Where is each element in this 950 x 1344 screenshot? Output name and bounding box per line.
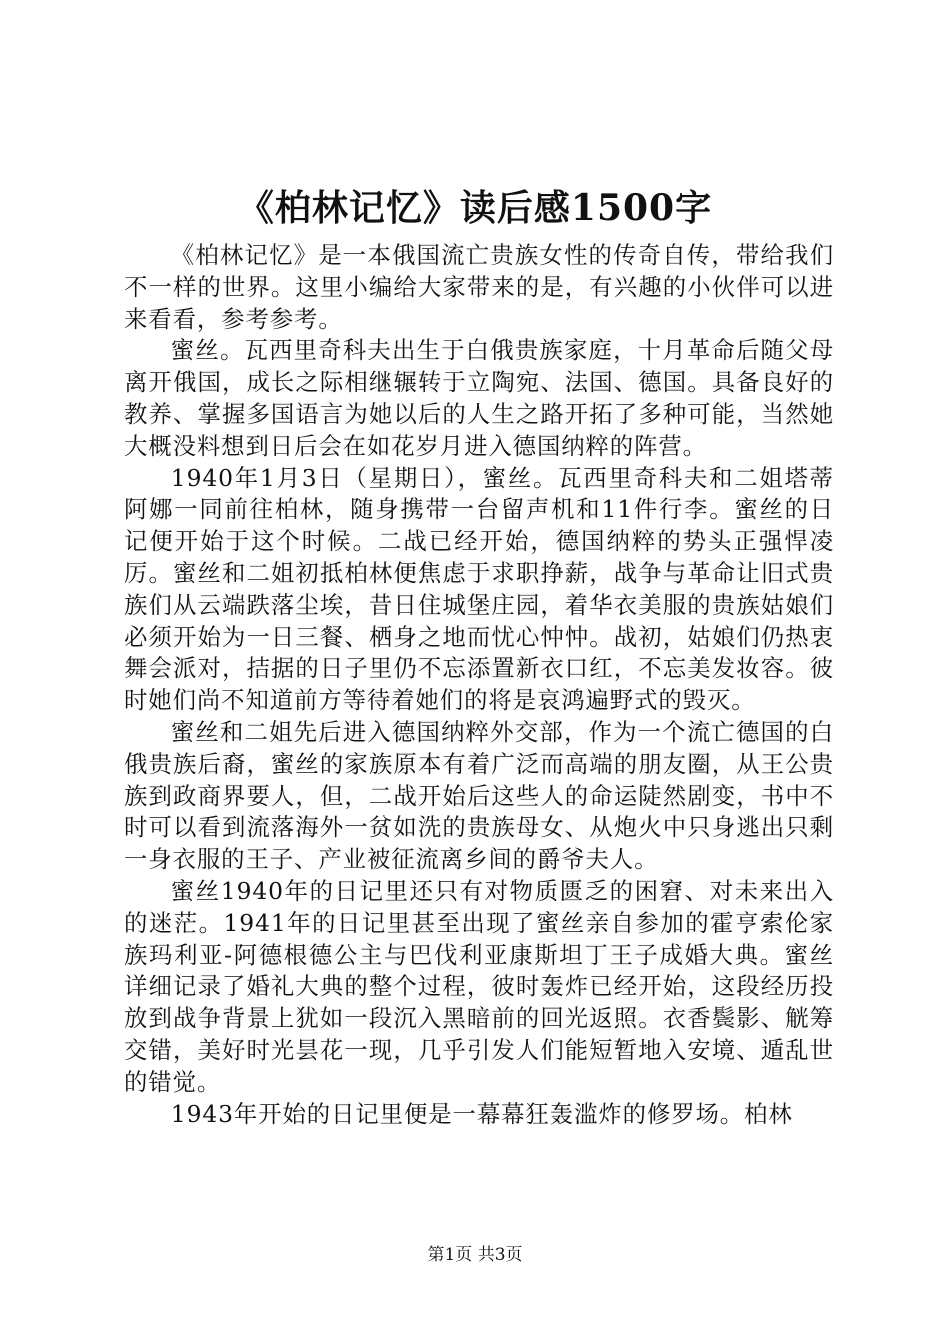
paragraph: 蜜丝1940年的日记里还只有对物质匮乏的困窘、对未来出入的迷茫。1941年的日记里甚至出现了蜜丝亲自参加的霍亨索伦家族玛利亚-阿德根德公主与巴伐利亚康斯坦丁王子成婚大典。蜜丝详细记录了婚礼大典的整个过程，彼时轰炸已经开始，这段经历投放到战争背景上犹如一段沉入黑暗前的回光返照。衣香鬓影、觥筹交错，美好时光昙花一现，几乎引发人们能短暂地入安境、遁乱世的错觉。 xyxy=(124,876,834,1096)
paragraph: 《柏林记忆》是一本俄国流亡贵族女性的传奇自传，带给我们不一样的世界。这里小编给大家带来的是，有兴趣的小伙伴可以进来看看，参考参考。 xyxy=(124,241,834,333)
document-body xyxy=(124,240,834,1130)
page-footer: 第1页 共3页 xyxy=(427,1245,523,1265)
document-title: 《柏林记忆》读后感1500字 xyxy=(237,187,713,229)
paragraph: 蜜丝。瓦西里奇科夫出生于白俄贵族家庭，十月革命后随父母离开俄国，成长之际相继辗转于立陶宛、法国、德国。具备良好的教养、掌握多国语言为她以后的人生之路开拓了多种可能，当然她大概没料想到日后会在如花岁月进入德国纳粹的阵营。 xyxy=(124,336,834,460)
paragraph: 1940年1月3日（星期日），蜜丝。瓦西里奇科夫和二姐塔蒂阿娜一同前往柏林，随身携带一台留声机和11件行李。蜜丝的日记便开始于这个时候。二战已经开始，德国纳粹的势头正强悍凌厉。蜜丝和二姐初抵柏林便焦虑于求职挣薪，战争与革命让旧式贵族们从云端跌落尘埃，昔日住城堡庄园，着华衣美服的贵族姑娘们必须开始为一日三餐、栖身之地而忧心忡忡。战初，姑娘们仍热衷舞会派对，拮据的日子里仍不忘添置新衣口红，不忘美发妆容。彼时她们尚不知道前方等待着她们的将是哀鸿遍野式的毁灭。 xyxy=(124,463,834,715)
paragraph: 1943年开始的日记里便是一幕幕狂轰滥炸的修罗场。柏林 xyxy=(170,1099,793,1128)
paragraph: 蜜丝和二姐先后进入德国纳粹外交部，作为一个流亡德国的白俄贵族后裔，蜜丝的家族原本有着广泛而高端的朋友圈，从王公贵族到政商界要人，但，二战开始后这些人的命运陡然剧变，书中不时可以看到流落海外一贫如洗的贵族母女、从炮火中只身逃出只剩一身衣服的王子、产业被征流离乡间的爵爷夫人。 xyxy=(124,717,834,874)
